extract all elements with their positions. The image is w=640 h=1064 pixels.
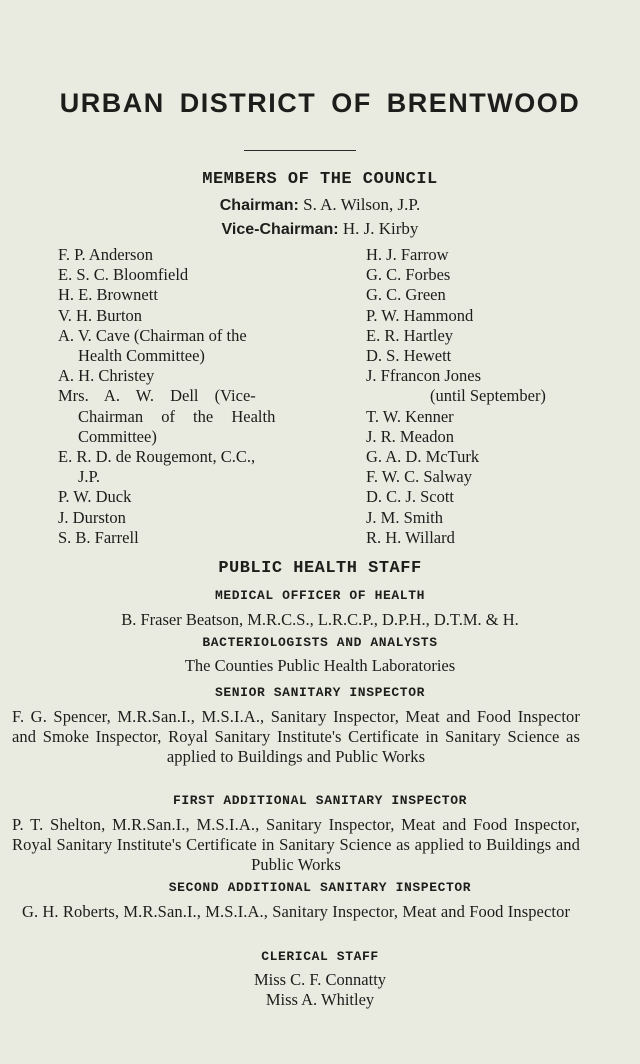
member-name: Mrs. A. W. Dell (Vice- [58,386,256,406]
member-name: D. S. Hewett [366,346,452,366]
member-name: G. A. D. McTurk [366,447,480,467]
clerical-member: Miss A. Whitley [265,990,375,1009]
member-name: V. H. Burton [58,305,143,325]
senior-inspector-text: F. G. Spencer, M.R.San.I., M.S.I.A., Sanitary Inspector, Meat and Food Inspector and Smoke Inspector, Royal Sanitary Institute's Certificate in Sanitary Science as applied to Buildings and Public Works [12,707,580,767]
first-inspector-text: P. T. Shelton, M.R.San.I., M.S.I.A., Sanitary Inspector, Meat and Food Inspector, Royal Sanitary Institute's Certificate in Sanitary Science as applied to Buildings and Public Works [12,815,580,875]
member-name-continued: Committee) [78,426,157,446]
chairman-name: S. A. Wilson, J.P. [303,195,421,214]
second-inspector-text: G. H. Roberts, M.R.San.I., M.S.I.A., Sanitary Inspector, Meat and Food Inspector [21,902,571,921]
member-note: (until September) [430,386,546,406]
member-name: J. Durston [58,507,126,527]
member-name: F. P. Anderson [58,245,153,264]
vice-chairman-name: H. J. Kirby [342,219,419,238]
second-inspector-heading: SECOND ADDITIONAL SANITARY INSPECTOR [168,880,472,895]
member-name: E. R. D. de Rougemont, C.C., [58,447,256,467]
moh-name: B. Fraser Beatson, M.R.C.S., L.R.C.P., D.P.H., D.T.M. & H. [121,610,519,629]
member-name: H. J. Farrow [366,245,449,264]
bacteriologists-heading: BACTERIOLOGISTS AND ANALYSTS [202,635,438,650]
first-inspector-heading: FIRST ADDITIONAL SANITARY INSPECTOR [172,793,468,808]
council-heading: MEMBERS OF THE COUNCIL [202,170,438,189]
member-name: H. E. Brownett [58,285,158,305]
member-name-continued: Health Committee) [78,346,205,366]
clerical-heading: CLERICAL STAFF [261,949,379,964]
members-left-column [58,245,322,548]
staff-heading: PUBLIC HEALTH STAFF [218,559,422,578]
chairman-label: Chairman: [219,197,299,214]
member-name: S. B. Farrell [58,527,139,547]
member-name: J. M. Smith [366,507,444,527]
title-rule [244,150,356,151]
chairman-line [0,195,640,215]
vice-chairman-line [0,219,640,239]
member-name: G. C. Forbes [366,265,451,285]
moh-heading: MEDICAL OFFICER OF HEALTH [214,588,426,603]
member-name: J. Ffrancon Jones [366,366,482,386]
member-name: E. R. Hartley [366,325,454,345]
senior-inspector-heading: SENIOR SANITARY INSPECTOR [214,685,426,700]
member-name: A. H. Christey [58,366,155,386]
member-name: G. C. Green [366,285,446,305]
members-right-column [366,245,566,548]
member-name: T. W. Kenner [366,406,454,426]
member-name: F. W. C. Salway [366,467,472,487]
vice-chairman-label: Vice-Chairman: [221,221,339,238]
member-name: R. H. Willard [366,527,455,547]
member-name: P. W. Hammond [366,305,474,325]
page-title: URBAN DISTRICT OF BRENTWOOD [59,88,581,118]
member-name: P. W. Duck [58,487,132,507]
member-name-continued: Chairman of the Health [78,406,276,426]
bacteriologists-name: The Counties Public Health Laboratories [184,656,456,675]
member-name: J. R. Meadon [366,426,454,446]
member-name: E. S. C. Bloomfield [58,265,189,285]
member-name: D. C. J. Scott [366,487,455,507]
clerical-member: Miss C. F. Connatty [253,970,387,989]
member-name-continued: J.P. [78,467,101,487]
member-name: A. V. Cave (Chairman of the [58,325,247,345]
